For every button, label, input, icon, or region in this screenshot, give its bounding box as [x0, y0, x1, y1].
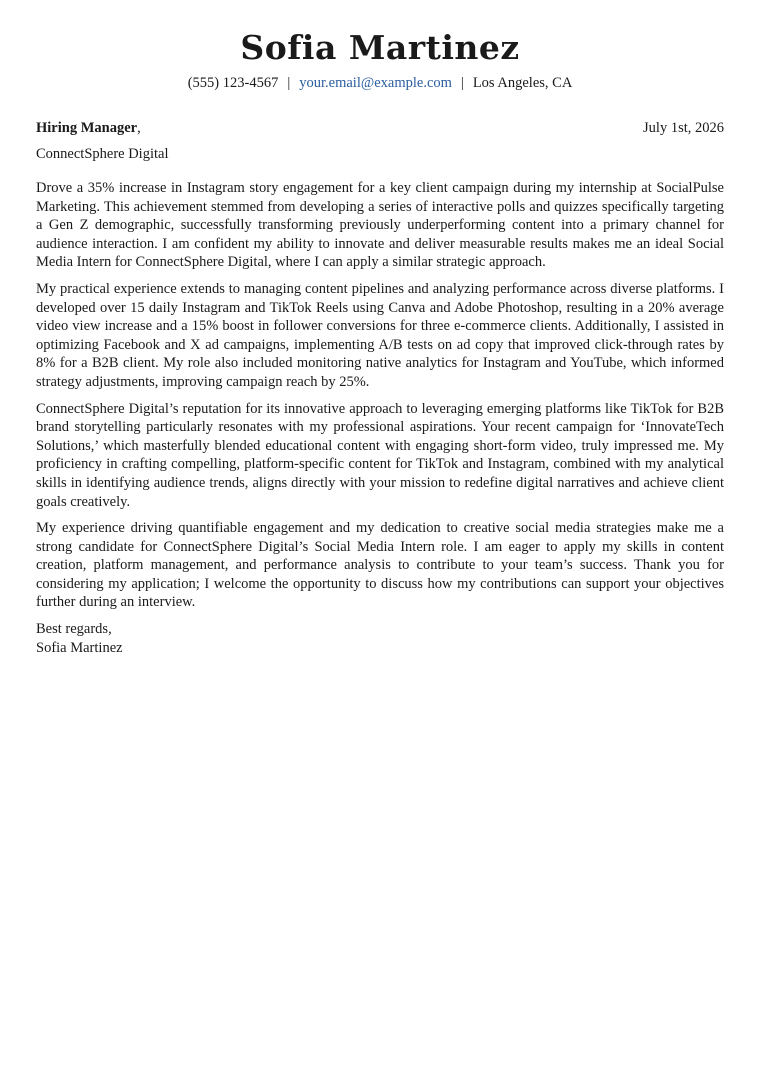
letter-body [36, 179, 724, 612]
phone-number: (555) 123-4567 [187, 75, 279, 91]
recipient-date-row [36, 115, 724, 141]
recipient-company: ConnectSphere Digital [36, 146, 169, 162]
body-paragraph: My practical experience extends to managing content pipelines and analyzing performance across diverse platforms. I developed over 15 daily Instagram and TikTok Reels using Canva and Adobe Photoshop, resulting in a 20% average video view increase and a 15% boost in follower conversions for three e-commerce clients. Additionally, I assisted in optimizing Facebook and X ad campaigns, implementing A/B tests on ad copy that improved click-through rates by 8% for a B2B client. My role also included monitoring native analytics for Instagram and YouTube, which informed strategy adjustments, improving campaign reach by 25%. [36, 280, 724, 390]
contact-separator: | [287, 75, 291, 91]
applicant-name: Sofia Martinez [240, 28, 520, 67]
contact-separator: | [460, 75, 464, 91]
body-paragraph: My experience driving quantifiable engagement and my dedication to creative social media strategies make me a strong candidate for ConnectSphere Digital’s Social Media Intern role. I am eager to apply my skills in content creation, platform management, and performance analysis to contribute to your team’s success. Thank you for considering my application; I welcome the opportunity to discuss how my contributions can support your objectives further during an interview. [36, 520, 724, 611]
closing-salutation: Best regards, [36, 621, 112, 638]
recipient-name: Hiring Manager [36, 120, 138, 136]
body-paragraph: ConnectSphere Digital’s reputation for its innovative approach to leveraging emerging platforms like TikTok for B2B brand storytelling particularly resonates with my professional aspirations. Your recent campaign for ‘InnovateTech Solutions,’ which masterfully blended educational content with engaging short-form video, truly impressed me. My proficiency in crafting compelling, platform-specific content for TikTok and Instagram, combined with my analytical skills in identifying audience trends, aligns directly with your mission to redefine digital narratives and achieve client goals creatively. [36, 400, 724, 510]
body-paragraph: Drove a 35% increase in Instagram story engagement for a key client campaign during my internship at SocialPulse Marketing. This achievement stemmed from developing a series of interactive polls and quizzes specifically targeting a Gen Z demographic, successfully transforming previously underperforming content into a primary channel for audience interaction. I am confident my ability to innovate and deliver measurable results makes me an ideal Social Media Intern for ConnectSphere Digital, where I can apply a similar strategic approach. [36, 180, 724, 271]
letter-date: July 1st, 2026 [643, 120, 724, 136]
email-link[interactable]: your.email@example.com [299, 75, 452, 91]
letter-meta [36, 115, 724, 167]
closing-signature: Sofia Martinez [36, 639, 123, 656]
contact-line [36, 73, 724, 93]
location: Los Angeles, CA [472, 75, 573, 91]
letter-closing [36, 620, 724, 657]
recipient-name-suffix: , [137, 120, 141, 136]
recipient-greeting [36, 115, 141, 141]
